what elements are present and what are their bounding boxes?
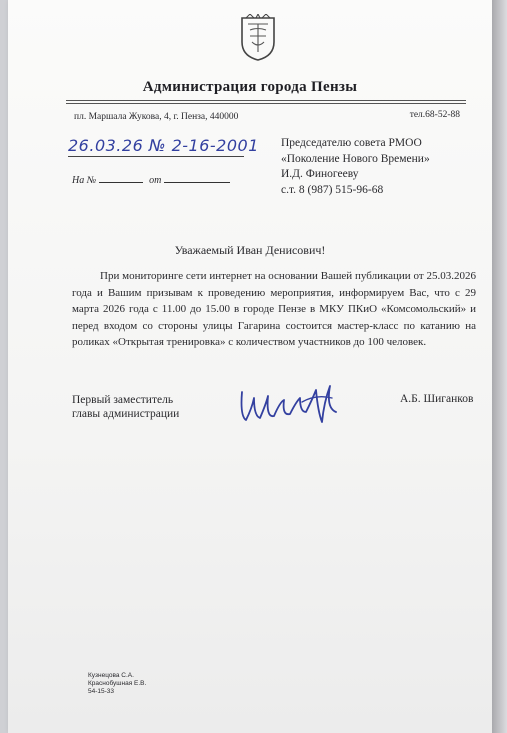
document-page xyxy=(8,0,492,733)
executor-line: Кузнецова С.А. xyxy=(88,672,134,679)
registration-number-handwritten: 26.03.26 № 2-16-2001 xyxy=(68,136,259,155)
executor-info xyxy=(88,672,146,696)
handwritten-signature xyxy=(236,372,346,432)
background-edge xyxy=(492,0,507,733)
reference-date-blank xyxy=(164,172,230,183)
greeting: Уважаемый Иван Денисович! xyxy=(174,243,326,257)
recipient-line: «Поколение Нового Времени» xyxy=(281,152,430,165)
signatory-title xyxy=(72,393,179,421)
phone-number: тел.68-52-88 xyxy=(409,110,460,120)
executor-line: 54-15-33 xyxy=(88,688,115,695)
executor-line: Краснобушная Е.В. xyxy=(88,680,147,687)
reference-fields xyxy=(72,172,230,186)
registration-underline xyxy=(68,156,244,157)
recipient-line: Председателю совета РМОО xyxy=(281,137,422,149)
signatory-title-line: главы администрации xyxy=(72,408,180,420)
na-label: На № xyxy=(72,175,97,186)
reference-number-blank xyxy=(99,172,143,183)
signatory-title-line: Первый заместитель xyxy=(72,394,174,406)
address: пл. Маршала Жукова, 4, г. Пенза, 440000 xyxy=(74,112,239,122)
organization-title: Администрация города Пензы xyxy=(142,79,358,95)
recipient-line: И.Д. Финогееву xyxy=(281,168,359,180)
recipient-block xyxy=(281,136,430,198)
signatory-name: А.Б. Шиганков xyxy=(400,393,474,405)
letter-body: При мониторинге сети интернет на основании Вашей публикации от 25.03.2026 года и Вашим призывам к проведению мероприятия, информируем Вас, что с 29 марта 2026 года с 11.00 до 15.00 в городе Пензе в МКУ ПКиО «Комсомольский» и перед входом со стороны улицы Гагарина состоится мастер-класс по катанию на роликах «Открытая тренировка» с количеством участников до 100 человек. xyxy=(72,270,476,348)
header-divider xyxy=(66,100,466,101)
ot-label: от xyxy=(149,175,162,186)
recipient-line: с.т. 8 (987) 515-96-68 xyxy=(281,183,384,196)
header-divider-thin xyxy=(66,103,466,104)
coat-of-arms-icon xyxy=(238,14,278,62)
